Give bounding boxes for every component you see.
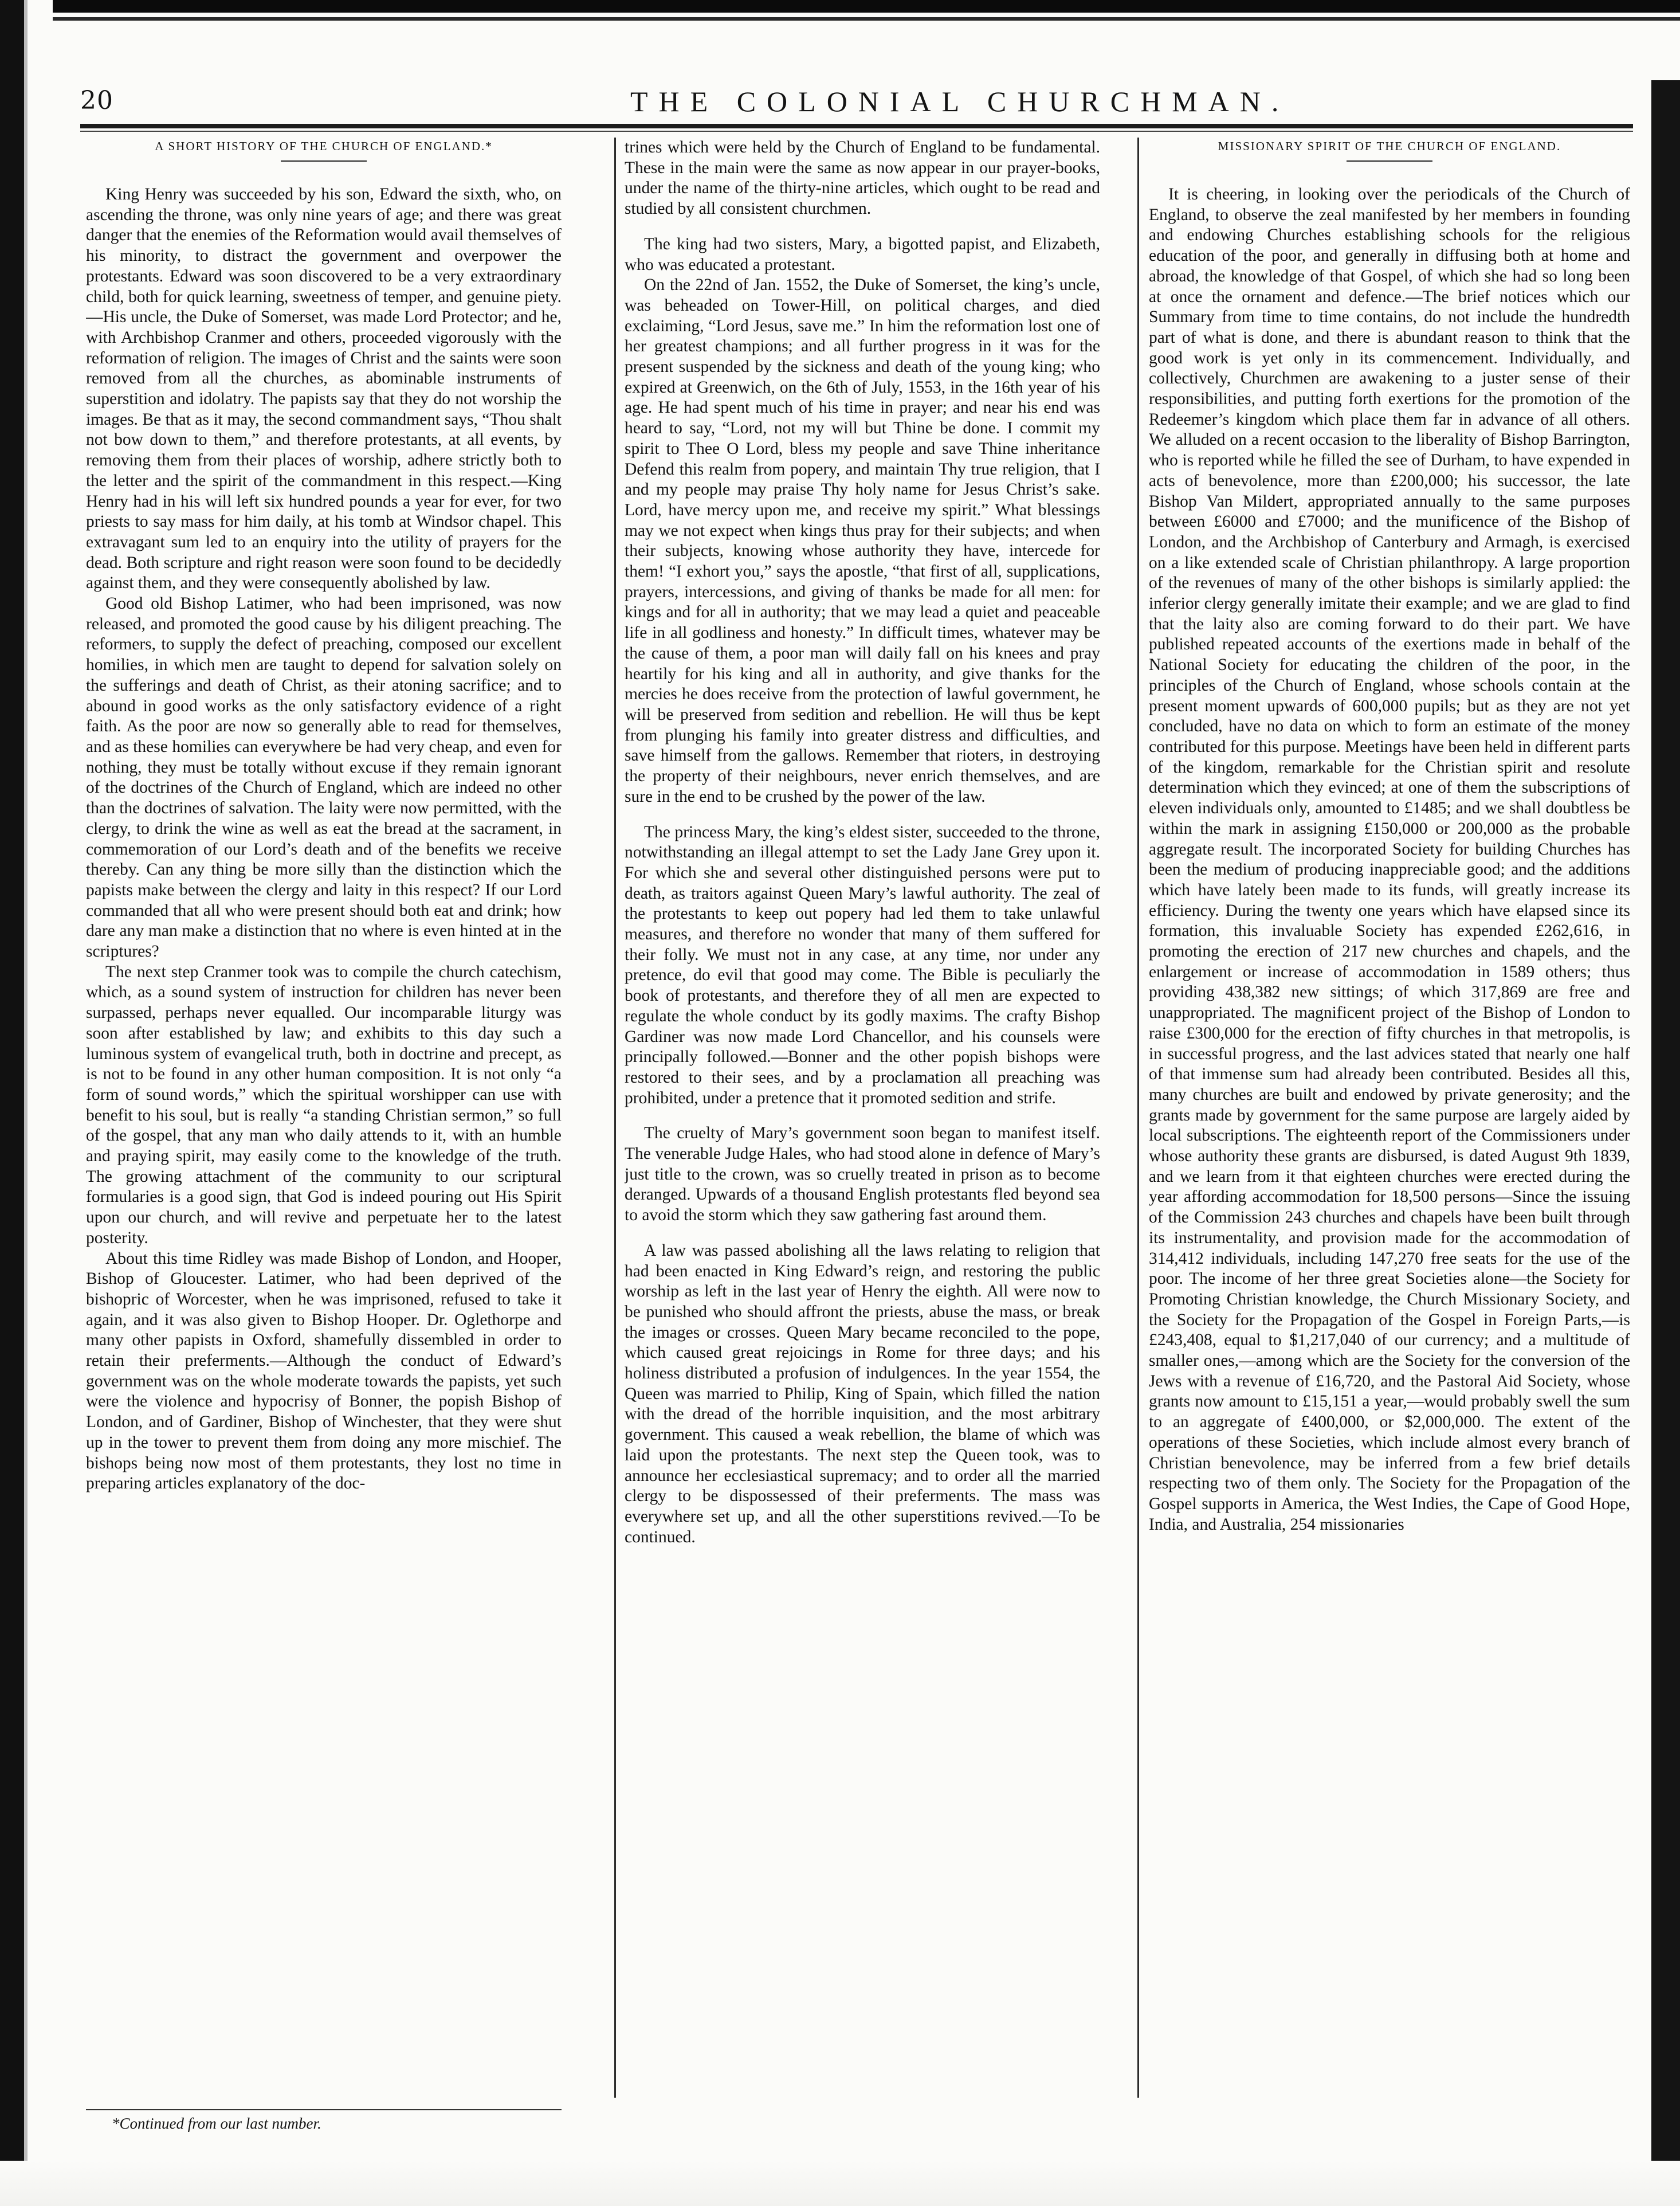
scan-right-edge — [1648, 80, 1680, 2206]
paragraph: Good old Bishop Latimer, who had been imprisoned, was now released, and promoted the good cause by his diligent preaching. The reformers, to supply the defect of preaching, composed our excellent homilies, in which men are taught to depend for salvation solely on the sufferings and death of Christ, as their atoning sacrifice; and to abound in good works as the only satisfactory evidence of a right faith. As the poor are now so generally able to read for themselves, and as these homilies can everywhere be had very cheap, and even for nothing, they must be totally without excuse if they remain ignorant of the doctrines of the Church of England, which are indeed no other than the doctrines of salvation. The laity were now permitted, with the clergy, to drink the wine as well as eat the bread at the sacrament, in commemoration of our Lord’s death and of the benefits we receive thereby. Can any thing be more silly than the distinction which the papists make between the clergy and laity in this respect? If our Lord commanded that all who were present should both eat and drink; how dare any man make a distinction that no where is even hinted at in the scriptures? — [86, 594, 562, 961]
title-divider — [281, 160, 367, 162]
article-title-missionary: MISSIONARY SPIRIT OF THE CHURCH OF ENGLAND. — [1218, 139, 1561, 153]
scan-bottom-edge — [0, 2161, 1680, 2206]
header-rule-thin — [80, 131, 1633, 132]
paragraph: It is cheering, in looking over the periodicals of the Church of England, to observe the zeal manifested by her members in founding and endowing Churches establishing schools for the religious education of the poor, and generally in diffusing both at home and abroad, the knowledge of that Gospel, of which she had so long been at once the ornament and defence.—The brief notices which our Summary from time to time contains, do not include the hundredth part of what is done, and there is abundant reason to think that the good work is yet only in its commencement. Individually, and collectively, Churchmen are awakening to a juster sense of their responsibilities, and putting forth exertions for the promotion of the Redeemer’s kingdom which place them far in advance of all others. We alluded on a recent occasion to the liberality of Bishop Barrington, who is reported while he filled the see of Durham, to have expended in acts of benevolence, more than £200,000; his successor, the late Bishop Van Mildert, appropriated annually to the same purposes between £6000 and £7000; and the munificence of the Bishop of London, and the Archbishop of Canterbury and Armagh, is exercised on a like extended scale of Christian philanthropy. A large proportion of the revenues of many of the other bishops is similarly applied: the inferior clergy generally imitate their example; and we are glad to find that the laity also are coming forward to do their part. We have published repeated accounts of the exertions made in behalf of the National Society for educating the children of the poor, in the principles of the Church of England, whose schools contain at the present moment upwards of 600,000 pupils; but as they are not yet concluded, have no data on which to form an estimate of the money contributed for this purpose. Meetings have been held in different parts of the kingdom, remarkable for the Christian spirit and resolute determination which they evinced; at one of them the subscriptions of eleven individuals only, amounted to £1485; and we shall doubtless be within the mark in assigning £150,000 or 200,000 as the probable aggregate result. The incorporated Society for building Churches has been the medium of producing inappreciable good; and the additions which have lately been made to its funds, will greatly increase its efficiency. During the twenty one years which have elapsed since its formation, this invaluable Society has expended £262,616, in promoting the erection of 217 new churches and chapels, and the enlargement or increase of accommodation in 1589 others; thus providing 438,382 new sittings; of which 317,869 are free and unappropriated. The magnificent project of the Bishop of London to raise £300,000 for the erection of fifty churches in that metropolis, is in successful progress, and the last advices stated that nearly one half of that immense sum had already been contributed. Besides all this, many churches are built and endowed by private generosity; and the grants made by government for the same purpose are largely aided by local subscriptions. The eighteenth report of the Commissioners under whose authority these grants are disbursed, is dated August 9th 1839, and we learn from it that eighteen churches were erected during the year affording accommodation for 18,500 persons—Since the issuing of the Commission 243 churches and chapels have been built through its instrumentality, and provision made for the accommodation of 314,412 individuals, including 147,270 free seats for the use of the poor. The income of her three great Societies alone—the Society for Promoting Christian knowledge, the Church Missionary Society, and the Society for the Propagation of the Gospel in Foreign Parts,—is £243,408, equal to $1,217,040 of our currency; and a multitude of smaller ones,—among which are the Society for the conversion of the Jews with a revenue of £16,720, and the Pastoral Aid Society, whose grants now amount to £15,151 a year,—would probably swell the sum to an aggregate of £400,000, or $2,000,000. The extent of the operations of these Societies, which include almost every branch of Christian benevolence, may be inferred from a few brief details respecting two of them only. The Society for the Propagation of the Gospel supports in America, the West Indies, the Cape of Good Hope, India, and Australia, 254 missionaries — [1149, 185, 1630, 1534]
masthead-title: THE COLONIAL CHURCHMAN. — [630, 85, 1290, 117]
footnote-rule — [86, 2109, 562, 2110]
paragraph: trines which were held by the Church of England to be fundamental. These in the main were the same as now appear in our prayer-books, under the name of the thirty-nine articles, which ought to be read and studied by all consistent churchmen. — [625, 138, 1100, 218]
paragraph: The cruelty of Mary’s government soon began to manifest itself. The venerable Judge Hales, who had stood alone in defence of Mary’s just title to the crown, was so cruelly treated in prison as to become deranged. Upwards of a thousand English protestants fled beyond sea to avoid the storm which they saw gathering fast around them. — [625, 1124, 1100, 1225]
page-number: 20 — [80, 86, 113, 115]
paragraph: The king had two sisters, Mary, a bigotted papist, and Elizabeth, who was educated a protestant. — [625, 234, 1100, 274]
article-title-history: A SHORT HISTORY OF THE CHURCH OF ENGLAND.* — [155, 139, 493, 153]
paragraph: On the 22nd of Jan. 1552, the Duke of Somerset, the king’s uncle, was beheaded on Tower-Hill, on political charges, and died exclaiming, “Lord Jesus, save me.” In him the reformation lost one of her greatest champions; and all further progress in it was for the present suspended by the sickness and death of the young king; who expired at Greenwich, on the 6th of July, 1553, in the 16th year of his age. He had spent much of his time in prayer; and near his end was heard to say, “Lord, not my will but Thine be done. I commit my spirit to Thee O Lord, bless my people and save Thine inheritance Defend this realm from popery, and maintain Thy true religion, that I and my people may praise Thy holy name for Jesus Christ’s sake. Lord, have mercy upon me, and receive my spirit.” What blessings may we not expect when kings thus pray for their subjects; and when their subjects, knowing whose authority they have, intercede for them! “I exhort you,” says the apostle, “that first of all, supplications, prayers, intercessions, and giving of thanks be made for all men: for kings and for all in authority; that we may lead a quiet and peaceable life in all godliness and honesty.” In difficult times, whatever may be the cause of them, a poor man will daily fall on his knees and pray heartily for his king and all in authority, and give thanks for the mercies he does receive from the protection of lawful government, he will be preserved from sedition and rebellion. He will thus be kept from plunging his family into greater distress and difficulties, and save himself from the gallows. Remember that rioters, in destroying the property of their neighbours, never enrich themselves, and are sure in the end to be crushed by the power of the law. — [625, 276, 1100, 806]
column-right — [1149, 138, 1630, 2109]
paragraph: About this time Ridley was made Bishop of London, and Hooper, Bishop of Gloucester. Latimer, who had been deprived of the bishopric of Worcester, when he was imprisoned, refused to take it again, and it was also given to Bishop Hooper. Dr. Oglethorpe and many other papists in Oxford, shamefully dissembled in order to retain their preferments.—Although the conduct of Edward’s government was on the whole moderate towards the papists, yet such were the violence and hypocrisy of Bonner, the popish Bishop of London, and of Gardiner, Bishop of Winchester, that they were shut up in the tower to prevent them from doing any more mischief. The bishops being now most of them protestants, they lost no time in preparing articles explanatory of the doc- — [86, 1249, 562, 1493]
paragraph: The next step Cranmer took was to compile the church catechism, which, as a sound system of instruction for children has never been surpassed, perhaps never equalled. Our incomparable liturgy was soon after established by law; and exhibits to this day such a luminous system of evangelical truth, both in doctrine and precept, as is not to be found in any other human composition. It is not only “a form of sound words,” which the spiritual worshipper can use with benefit to his soul, but is really “a standing Christian sermon,” so full of the gospel, that any man who daily attends to it, with an humble and praying spirit, may easily come to the knowledge of the truth. The growing attachment of the community to our scriptural formularies is a good sign, that God is indeed pouring out His Spirit upon our church, and will revive and perpetuate her to the latest posterity. — [86, 962, 562, 1247]
column-divider — [614, 138, 616, 2098]
column-middle — [625, 138, 1100, 2109]
page-header — [80, 86, 1633, 126]
footnote: *Continued from our last number. — [112, 2115, 321, 2132]
paragraph: A law was passed abolishing all the laws relating to religion that had been enacted in King Edward’s reign, and restoring the public worship as left in the last year of Henry the eighth. All were now to be punished who should affront the priests, abuse the mass, or break the images or crosses. Queen Mary became reconciled to the pope, which caused great rejoicings in Rome for three days; and his holiness distributed a profusion of indulgences. In the year 1554, the Queen was married to Philip, King of Spain, which filled the nation with the dread of the horrible inquisition, and the most arbitrary government. This caused a weak rebellion, the blame of which was laid upon the protestants. The next step the Queen took, was to announce her ecclesiastical supremacy; and to order all the married clergy to be dispossessed of their preferments. The mass was everywhere set up, and all the other superstitions revived.—To be continued. — [625, 1241, 1100, 1546]
title-divider — [1347, 160, 1432, 162]
scan-left-edge — [0, 0, 53, 2206]
paragraph: The princess Mary, the king’s eldest sister, succeeded to the throne, notwithstanding an illegal attempt to set the Lady Jane Grey upon it. For which she and several other distinguished persons were put to death, as traitors against Queen Mary’s lawful authority. The zeal of the protestants to keep out popery had led them to take unlawful measures, and therefore no wonder that many of them suffered for their folly. We must not in any case, at any time, nor under any pretence, do evil that good may come. The Bible is peculiarly the book of protestants, and therefore they of all men are expected to regulate the whole conduct by its godly maxims. The crafty Bishop Gardiner was now made Lord Chancellor, and his counsels were principally followed.—Bonner and the other popish bishops were restored to their sees, and by a proclamation all preaching was prohibited, under a pretence that it promoted sedition and strife. — [625, 822, 1100, 1107]
paragraph: King Henry was succeeded by his son, Edward the sixth, who, on ascending the throne, was only nine years of age; and there was great danger that the enemies of the Reformation would avail themselves of his minority, to distract the government and overpower the protestants. Edward was soon discovered to be a very extraordinary child, both for quick learning, sweetness of temper, and genuine piety.—His uncle, the Duke of Somerset, was made Lord Protector; and he, with Archbishop Cranmer and others, proceeded vigorously with the reformation of religion. The images of Christ and the saints were soon removed from all the churches, as abominable instruments of superstition and idolatry. The papists say that they do not worship the images. Be that as it may, the second commandment says, “Thou shalt not bow down to them,” and therefore protestants, at all events, by removing them from their places of worship, adhere strictly both to the letter and the spirit of the commandment in this respect.—King Henry had in his will left six hundred pounds a year for ever, for two priests to say mass for him daily, at his tomb at Windsor chapel. This extravagant sum led to an enquiry into the utility of prayers for the dead. Both scripture and right reason were soon found to be decidedly against them, and they were consequently abolished by law. — [86, 185, 562, 593]
header-rule — [80, 124, 1633, 128]
scan-top-edge — [0, 0, 1680, 28]
column-left — [86, 138, 562, 2109]
column-divider — [1137, 138, 1139, 2098]
